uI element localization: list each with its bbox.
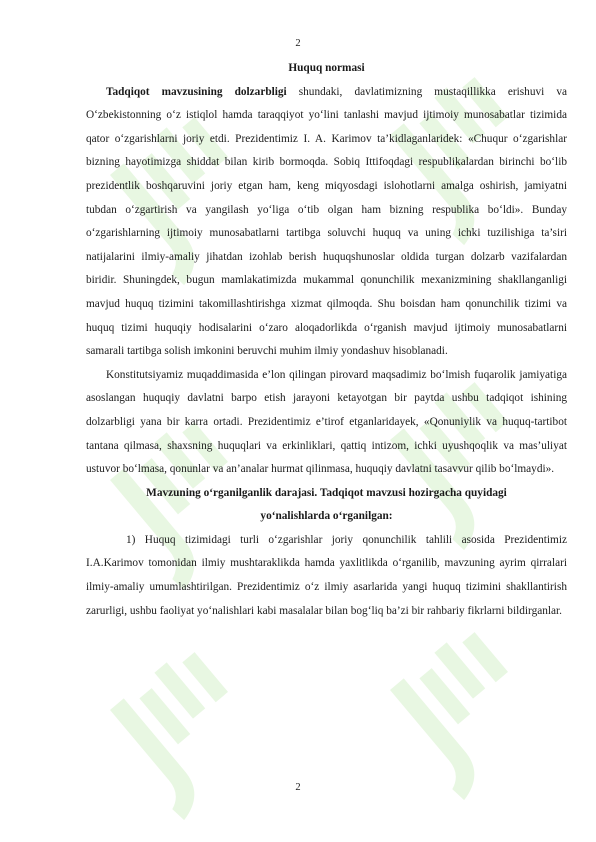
paragraph-constitution: Konstitutsiyamiz muqaddimasida e’lon qilingan pirovard maqsadimiz bo‘lmish fuqarolik jamiyatiga asoslangan huquqiy davlatni barpo etish jarayoni ketayotgan bir paytda ushbu tadqiqot ishining dolzarbligi yana bir karra ortadi. Prezidentimiz e’tirof etganlaridayek, «Qonuniylik va huquq-tartibot tantana qilmasa, shaxsning huquqlari va erkinliklari, qattiq intizom, ichki uyushqoqlik va mas’uliyat ustuvor bo‘lmasa, qonunlar va an’analar hurmat qilinmasa, huquqiy davlatni tasavvur qilib bo‘lmaydi». xyxy=(86,368,567,476)
page-title xyxy=(86,57,567,81)
page-body xyxy=(86,57,567,623)
section-heading xyxy=(86,482,567,529)
relevance-lead: Tadqiqot mavzusining dolzarbligi xyxy=(106,85,287,98)
list-item: 1) Huquq tizimidagi turli o‘zgarishlar joriy qonunchilik tahlili asosida Prezidentimiz I.A.Karimov tomonidan ilmiy mushtaraklikda hamda yaxlitlikda o‘rganilib, mavzuning ayrim qirralari ilmiy-amaliy umumlashtirilgan. Prezidentimiz o‘z ilmiy asarlarida yangi huquq tizimini shakllantirish zarurligi, ushbu faoliyat yo‘nalishlari kabi masalalar bilan bog‘liq ba’zi bir rahbariy fikrlarni bildirganlar. xyxy=(86,533,567,617)
paragraph-relevance xyxy=(86,81,567,364)
header-page-number: 2 xyxy=(295,38,301,49)
section-heading-line2: yo‘nalishlarda o‘rganilgan: xyxy=(260,510,393,523)
page-title-text: Huquq normasi xyxy=(288,62,365,74)
footer-page-number: 2 xyxy=(295,782,301,793)
watermark-logo-6 xyxy=(378,624,553,801)
relevance-text: shundaki, davlatimizning mustaqillikka erishuvi va O‘zbekistonning o‘z istiqlol hamda taraqqiyot yo‘lini tanlashi mavjud ijtimoiy munosabatlar tizimida qator o‘zgarishlarni joriy etdi. Prezidentimiz I. A. Karimov ta’kidlaganlaridek: «Chuqur o‘zgarishlar bizning hayotimizga shiddat bilan kirib bormoqda. Sobiq Ittifoqdagi respublikalardan birinchi bo‘lib prezidentlik boshqaruvini joriy etgan ham, keng miqyosdagi islohotlarni amalga oshirish, jamiyatni tubdan o‘zgartirish va yangilash yo‘liga o‘tib olgan ham bizning respublika bo‘ldi». Bunday o‘zgarishlarning ijtimoiy munosabatlarni tartibga soluvchi huquq va uning ichki tuzilishiga ta’siri natijalarini ilmiy-amaliy jihatdan izohlab berish huquqshunoslar oldida turgan dolzarb vazifalardan biridir. Shuningdek, bugun mamlakatimizda mukammal qonunchilik mexanizmining shakllanganligi mavjud huquq tizimini takomillashtirishga xizmat qilmoqda. Shu boisdan ham qonunchilik tizimi va huquq tizimi huquqiy hodisalarini o‘zaro aloqadorlikda o‘rganish mavjud ijtimoiy munosabatlarni samarali tartibga solish imkonini beruvchi muhim ilmiy yondashuv hisoblanadi. xyxy=(86,85,567,358)
section-heading-line1: Mavzuning o‘rganilganlik darajasi. Tadqiqot mavzusi hozirgacha quyidagi xyxy=(146,486,507,499)
watermark-logo-5 xyxy=(98,644,273,821)
